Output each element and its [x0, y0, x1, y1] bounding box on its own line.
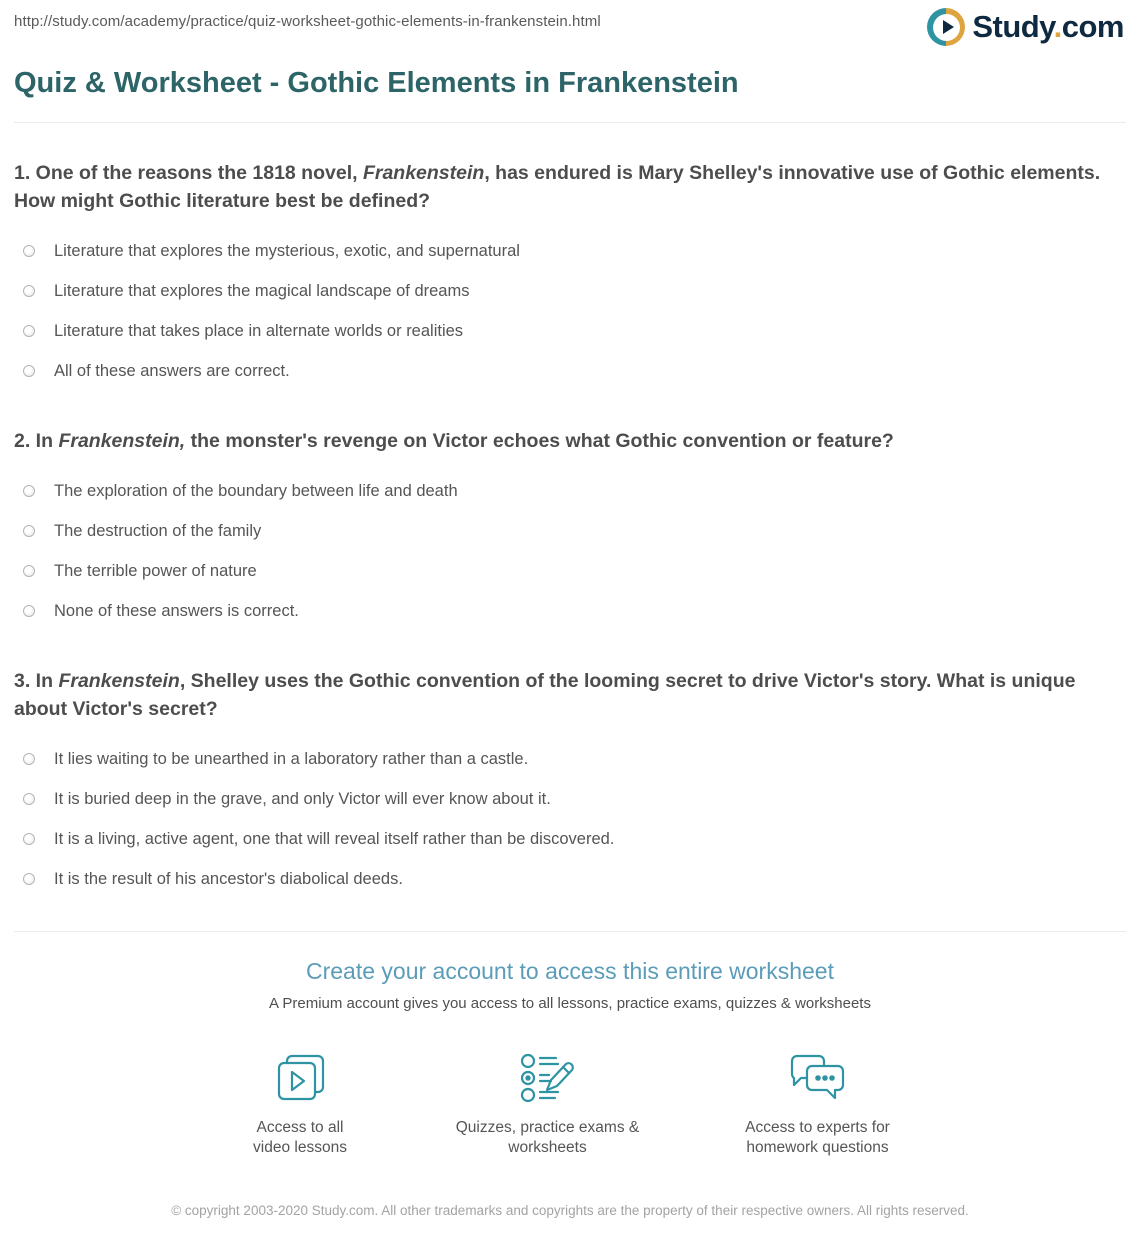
answer-option-label: It lies waiting to be unearthed in a laboratory rather than a castle.	[54, 749, 529, 768]
radio-button[interactable]	[23, 285, 35, 297]
answer-option[interactable]	[14, 511, 1126, 551]
radio-button[interactable]	[23, 485, 35, 497]
answer-option[interactable]	[14, 859, 1126, 899]
answer-option-label: Literature that explores the mysterious, exotic, and supernatural	[54, 241, 520, 260]
quiz-worksheet-icon	[518, 1052, 578, 1104]
question-1-prefix: 1. One of the reasons the 1818 novel,	[14, 162, 363, 184]
radio-button[interactable]	[23, 565, 35, 577]
play-triangle-icon	[943, 20, 954, 34]
feature-label: Access to all video lessons	[253, 1119, 347, 1156]
feature-experts	[735, 1052, 900, 1158]
answer-option-label: Literature that explores the magical landscape of dreams	[54, 281, 470, 300]
question-3-prefix: 3. In	[14, 670, 59, 692]
answer-option[interactable]	[14, 271, 1126, 311]
answer-option[interactable]	[14, 351, 1126, 391]
question-2-suffix: the monster's revenge on Victor echoes what Gothic convention or feature?	[185, 430, 894, 452]
feature-video-lessons	[240, 1052, 360, 1158]
question-1-options	[14, 231, 1126, 391]
answer-option-label: The exploration of the boundary between life and death	[54, 481, 458, 500]
studycom-logo[interactable]	[927, 8, 1124, 46]
radio-button[interactable]	[23, 873, 35, 885]
radio-button[interactable]	[23, 753, 35, 765]
radio-button[interactable]	[23, 245, 35, 257]
answer-option[interactable]	[14, 471, 1126, 511]
answer-option-label: The terrible power of nature	[54, 561, 257, 580]
answer-option-label: It is buried deep in the grave, and only Victor will ever know about it.	[54, 789, 551, 808]
answer-option-label: None of these answers is correct.	[54, 601, 299, 620]
feature-label: Access to experts for homework questions	[745, 1119, 890, 1156]
answer-option-label: All of these answers are correct.	[54, 361, 290, 380]
signup-divider	[14, 931, 1126, 932]
answer-option[interactable]	[14, 739, 1126, 779]
title-divider	[14, 122, 1126, 123]
answer-option-label: It is a living, active agent, one that will reveal itself rather than be discovered.	[54, 829, 615, 848]
radio-button[interactable]	[23, 605, 35, 617]
radio-button[interactable]	[23, 793, 35, 805]
play-circle-icon	[927, 8, 965, 46]
signup-section	[14, 931, 1126, 1241]
question-1-suffix: , has endured is Mary Shelley's innovative use of Gothic elements. How might Gothic literature best be defined?	[14, 162, 1101, 212]
play-circle-inner	[933, 14, 960, 41]
question-1-text	[14, 159, 1126, 215]
logo-word-study: Study	[972, 9, 1054, 44]
radio-button[interactable]	[23, 833, 35, 845]
page-url: http://study.com/academy/practice/quiz-worksheet-gothic-elements-in-frankenstein.html	[14, 13, 601, 30]
question-2-options	[14, 471, 1126, 631]
question-2-book-title: Frankenstein,	[58, 430, 186, 452]
question-3-options	[14, 739, 1126, 899]
question-2-text	[14, 427, 1126, 455]
answer-option-label: It is the result of his ancestor's diabolical deeds.	[54, 869, 403, 888]
feature-label: Quizzes, practice exams & worksheets	[455, 1119, 640, 1156]
premium-subheading: A Premium account gives you access to all lessons, practice exams, quizzes & worksheets	[269, 995, 871, 1012]
answer-option[interactable]	[14, 551, 1126, 591]
logo-wordmark	[972, 9, 1124, 45]
question-3-text	[14, 667, 1126, 723]
answer-option[interactable]	[14, 311, 1126, 351]
radio-button[interactable]	[23, 525, 35, 537]
answer-option[interactable]	[14, 591, 1126, 631]
copyright-notice: © copyright 2003-2020 Study.com. All other trademarks and copyrights are the property of their respective owners. All rights reserved.	[171, 1203, 969, 1218]
answer-option-label: The destruction of the family	[54, 521, 262, 540]
video-lessons-icon	[271, 1052, 329, 1104]
radio-button[interactable]	[23, 365, 35, 377]
question-1	[14, 159, 1126, 391]
answer-option-label: Literature that takes place in alternate worlds or realities	[54, 321, 464, 340]
answer-option[interactable]	[14, 779, 1126, 819]
answer-option[interactable]	[14, 819, 1126, 859]
question-3-suffix: , Shelley uses the Gothic convention of the looming secret to drive Victor's story. What is unique about Victor's secret?	[14, 670, 1076, 720]
logo-dot: .	[1053, 9, 1062, 44]
create-account-link[interactable]: Create your account to access this entire worksheet	[306, 958, 834, 984]
radio-button[interactable]	[23, 325, 35, 337]
question-3-book-title: Frankenstein	[58, 670, 180, 692]
question-3	[14, 667, 1126, 899]
logo-word-com: com	[1061, 9, 1124, 44]
page-title: Quiz & Worksheet - Gothic Elements in Frankenstein	[14, 67, 739, 99]
feature-quizzes	[455, 1052, 640, 1158]
question-2	[14, 427, 1126, 631]
answer-option[interactable]	[14, 231, 1126, 271]
feature-list	[14, 1052, 1126, 1158]
question-1-book-title: Frankenstein	[362, 162, 485, 184]
question-2-prefix: 2. In	[14, 430, 59, 452]
chat-experts-icon	[787, 1052, 849, 1104]
